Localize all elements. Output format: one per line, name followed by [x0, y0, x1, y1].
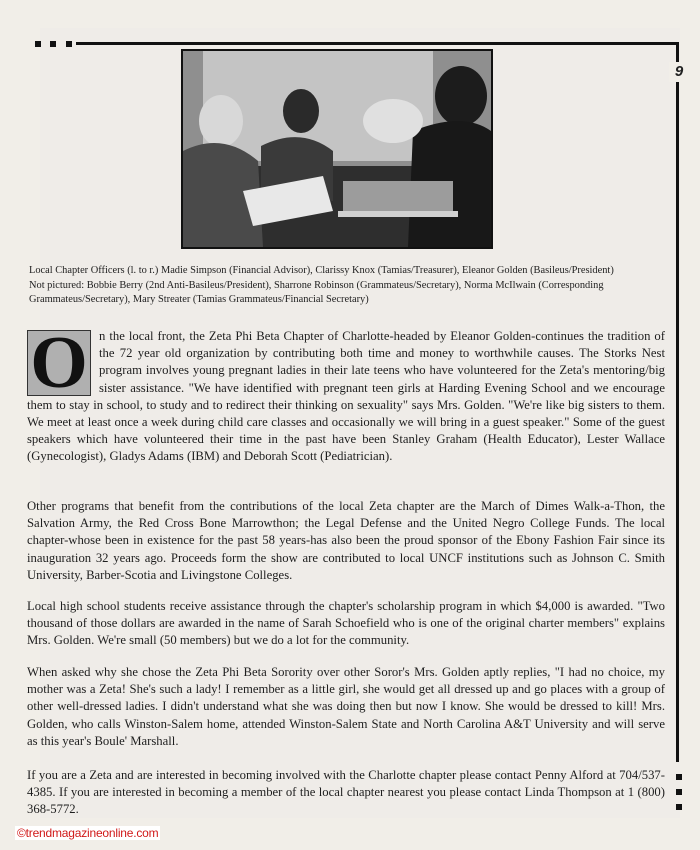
- photo-caption: [29, 264, 669, 308]
- caption-not-pictured: Not pictured: Bobbie Berry (2nd Anti-Basileus/President), Sharrone Robinson (Grammateus/Secretary), Norma McIlwain (Corresponding Grammateus/Secretary), Mary Streater (Tamias Grammateus/Financial Secretary): [29, 279, 604, 305]
- decor-square-icon: [676, 789, 682, 795]
- article-paragraph-1: [27, 322, 665, 466]
- right-rule: [676, 42, 679, 762]
- decor-square-icon: [35, 41, 41, 47]
- decor-square-icon: [676, 804, 682, 810]
- article-paragraph-5: If you are a Zeta and are interested in becoming involved with the Charlotte chapter please contact Penny Alford at 704/537-4385. If you are interested in becoming a member of the local chapter nearest you please contact Linda Thompson at 1 (800) 368-5772.: [27, 768, 665, 817]
- caption-officers: Local Chapter Officers (l. to r.) Madie Simpson (Financial Advisor), Clarissy Knox (Tamias/Treasurer), Eleanor Golden (Basileus/President): [29, 265, 614, 276]
- article-paragraph-2: Other programs that benefit from the contributions of the local Zeta chapter are the March of Dimes Walk-a-Thon, the Salvation Army, the Red Cross Bone Marrowthon; the Legal Defense and the United Negro College Funds. The local chapter-whose been in existence for the past 58 years-has also been the proud sponsor of the Ebony Fashion Fair since its inauguration 32 years ago. Proceeds form the show are contributed to local UNCF institutions such as Johnson C. Smith University, Barber-Scotia and Livingstone Colleges.: [27, 499, 665, 582]
- article-paragraph-4: When asked why she chose the Zeta Phi Beta Sorority over other Soror's Mrs. Golden aptly replies, "I had no choice, my mother was a Zeta! She's such a lady! I remember as a little girl, she would get all dressed up and go places with a group of other well-dressed ladies. I didn't understand what she was doing then but now I know. She would be dressed to kill! Mrs. Golden, who calls Winston-Salem home, attended Winston-Salem State and North Carolina A&T University and will serve as this year's Boule' Marshall.: [27, 665, 665, 748]
- decor-square-icon: [66, 41, 72, 47]
- paragraph-text: n the local front, the Zeta Phi Beta Chapter of Charlotte-headed by Eleanor Golden-continues the tradition of the 72 year old organization by contributing both time and money to worthwhile causes. The Storks Nest program involves young pregnant ladies in their late teens who have volunteered for the Zeta's mentoring/big sister assistance. "We have identified with pregnant teen girls at Harding Evening School and we encourage them to stay in school, to study and to redirect their thinking on sexuality" says Mrs. Golden. "We're like big sisters to them. We meet at least once a week during child care classes and occasionally we will bring in a guest speaker." Some of the guest speakers which have volunteered their time in the past have been Stanley Graham (Health Educator), Lester Wallace (Gynecologist), Gladys Adams (IBM) and Deborah Scott (Pediatrician).: [27, 329, 665, 464]
- article-paragraph-3: Local high school students receive assistance through the chapter's scholarship program in which $4,000 is awarded. "Two thousand of those dollars are awarded in the name of Sarah Schoefield who is one of the original charter members" explains Mrs. Golden. We're small (50 members) but we do a lot for the community.: [27, 599, 665, 648]
- watermark-link[interactable]: ©trendmagazineonline.com: [17, 826, 159, 840]
- decor-square-icon: [50, 41, 56, 47]
- decor-square-icon: [676, 774, 682, 780]
- top-rule: [76, 42, 678, 45]
- photo-of-three-officers-icon: [183, 51, 491, 247]
- drop-cap: O: [27, 330, 91, 396]
- officers-photo: [181, 49, 493, 249]
- page-number: 9: [669, 62, 689, 82]
